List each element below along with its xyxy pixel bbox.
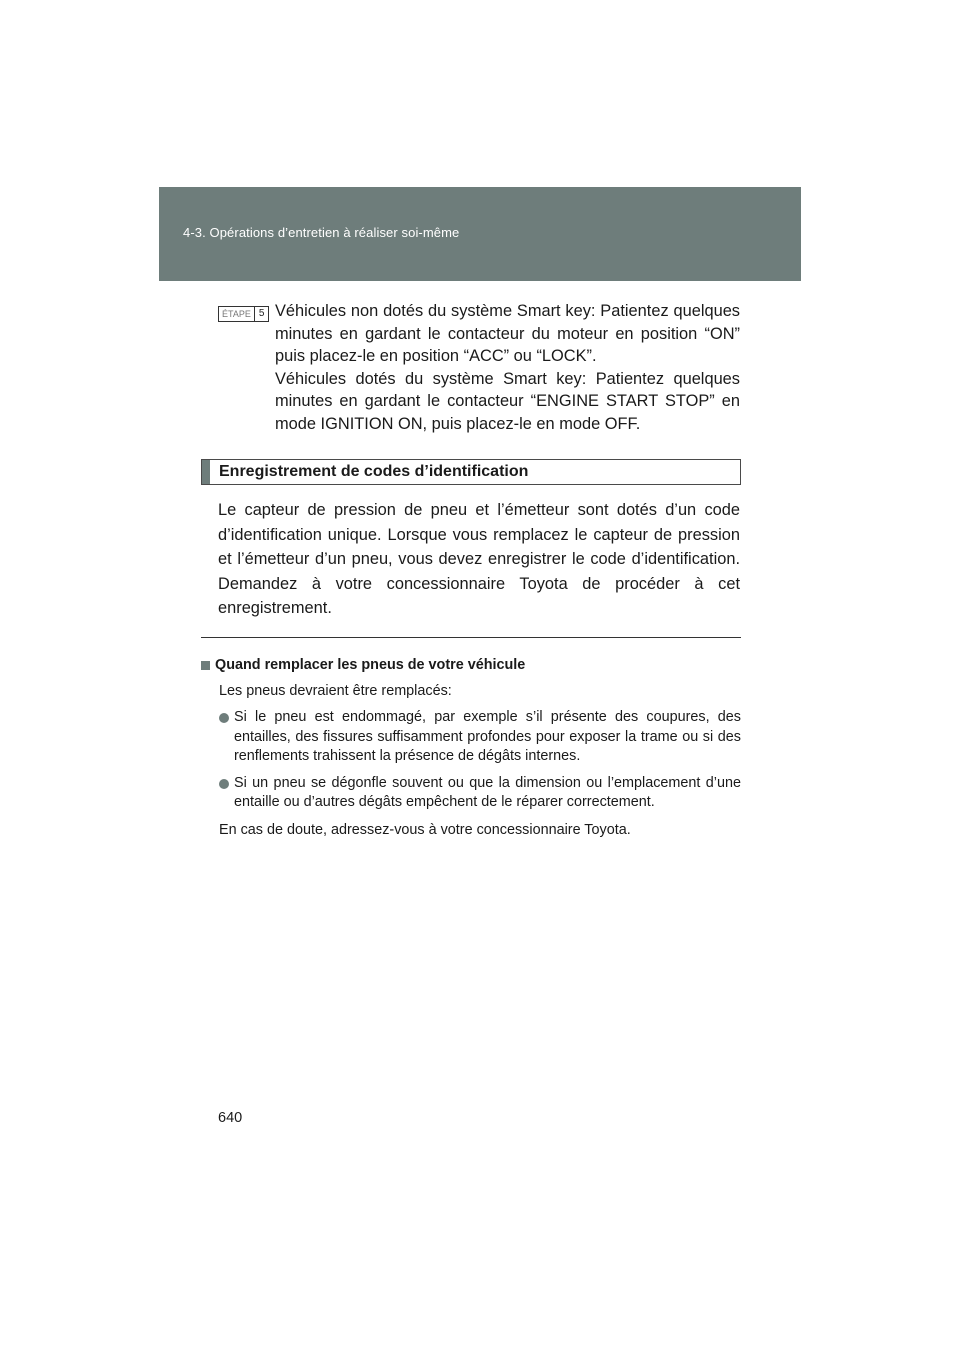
section-body-paragraph: Le capteur de pression de pneu et l’émetteur sont dotés d’un code d’identification unique. Lorsque vous remplacez le capteur de pression et l’émetteur d’un pneu, vous devez enregistrer le code d’identification. Demandez à votre concessionnaire Toyota de procéder à cet enregistrement. bbox=[218, 501, 740, 617]
note-intro: Les pneus devraient être remplacés: bbox=[219, 682, 452, 699]
note-outro: En cas de doute, adressez-vous à votre concessionnaire Toyota. bbox=[219, 821, 631, 838]
list-item-text: Si un pneu se dégonfle souvent ou que la dimension ou l’emplacement d’une entaille ou d’autres dégâts empêchent de le réparer correctement. bbox=[234, 774, 741, 810]
step-number: 5 bbox=[258, 308, 265, 319]
note-block bbox=[201, 656, 741, 840]
step-badge bbox=[218, 306, 269, 322]
step-paragraph-smart-key: Véhicules dotés du système Smart key: Patientez quelques minutes en gardant le contacteur “ENGINE START STOP” en mode IGNITION ON, puis placez-le en mode OFF. bbox=[275, 369, 740, 433]
section-breadcrumb: 4-3. Opérations d’entretien à réaliser soi-même bbox=[183, 225, 460, 240]
square-bullet-icon bbox=[201, 661, 210, 670]
heading-accent-bar bbox=[202, 460, 210, 484]
list-item-text: Si le pneu est endommagé, par exemple s’il présente des coupures, des entailles, des fissures suffisamment profondes pour exposer la trame ou si des renflements trahissent la présence de dégâts internes. bbox=[234, 709, 741, 764]
page-number: 640 bbox=[218, 1110, 243, 1126]
circle-bullet-icon bbox=[219, 779, 229, 789]
step-5-block bbox=[218, 300, 740, 435]
section-heading-title: Enregistrement de codes d’identification bbox=[219, 463, 529, 480]
divider-line bbox=[201, 637, 741, 638]
list-item bbox=[219, 708, 741, 767]
step-paragraph-no-smart-key: Véhicules non dotés du système Smart key: Patientez quelques minutes en gardant le contacteur du moteur en position “ON” puis placez-le en position “ACC” ou “LOCK”. bbox=[275, 302, 740, 365]
list-item bbox=[219, 774, 741, 813]
note-title: Quand remplacer les pneus de votre véhicule bbox=[215, 657, 526, 673]
circle-bullet-icon bbox=[219, 713, 229, 723]
step-text bbox=[275, 300, 740, 435]
step-word: ÉTAPE bbox=[219, 307, 255, 321]
note-title-row bbox=[201, 656, 741, 676]
chapter-header-band bbox=[159, 187, 801, 281]
section-heading-box bbox=[201, 459, 741, 485]
